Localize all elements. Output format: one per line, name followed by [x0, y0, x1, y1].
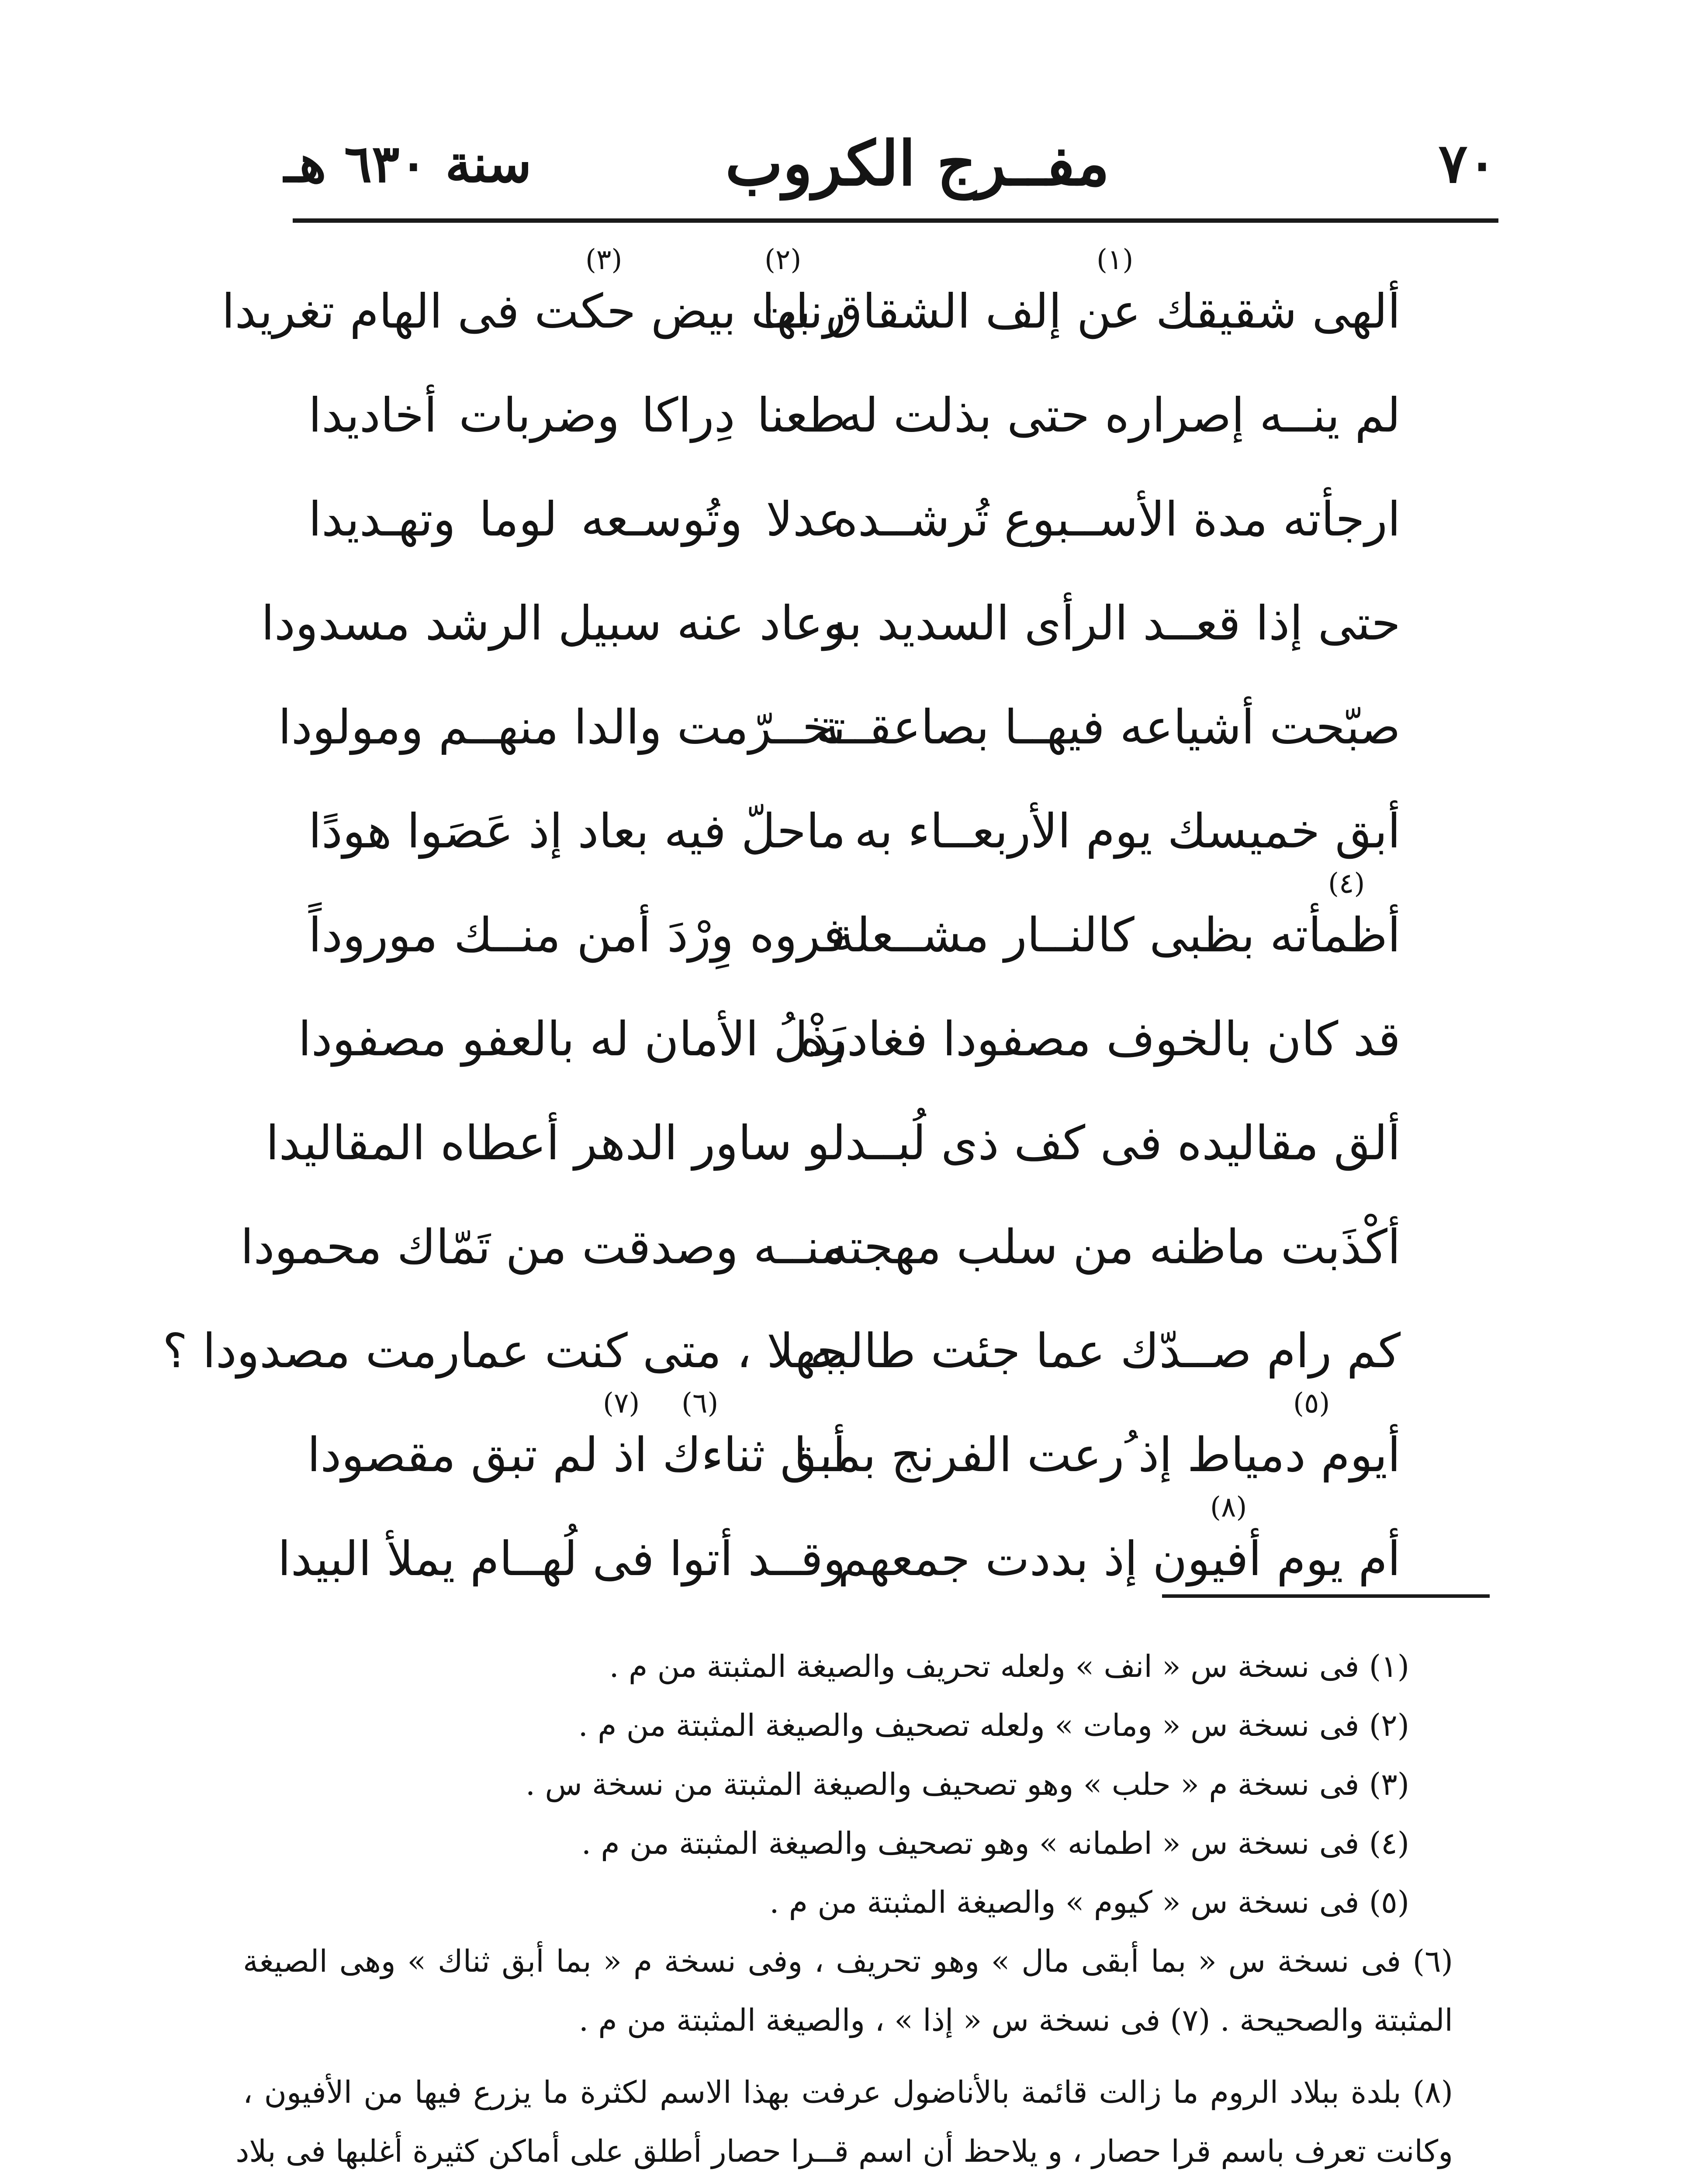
verse-row — [0, 1388, 1702, 1492]
verse-mark: (٤) — [1328, 867, 1365, 900]
verse-first-hemistich: ألهى شقيقك عن إلف الشقاق بها — [761, 284, 1401, 339]
footnote: المثبتة والصحيحة . (٧) فى نسخة س « إذا » ، والصيغة المثبتة من م . — [578, 2002, 1453, 2038]
verse-row — [0, 764, 1702, 868]
verse-second-hemistich: لو ساور الدهر أعطاه المقاليدا — [266, 1116, 846, 1171]
footnote: وكانت تعرف باسم قرا حصار ، و يلاحظ أن اسم قــرا حصار أطلق على أماكن كثيرة أغلبها فى بلاد — [235, 2133, 1453, 2169]
verse-first-hemistich: ألق مقاليده فى كف ذى لُبــد — [845, 1116, 1401, 1171]
verse-row — [0, 556, 1702, 660]
verse-row — [0, 1076, 1702, 1180]
verse-mark: (٢) — [765, 244, 802, 276]
verse-row — [0, 660, 1702, 764]
verse-second-hemistich: وقــد أتوا فى لُهــام يملأ البيدا — [277, 1532, 846, 1586]
verse-row — [0, 245, 1702, 349]
verse-mark: (٨) — [1210, 1491, 1247, 1524]
verse-first-hemistich: أبق خميسك يوم الأربعــاء به — [854, 804, 1401, 859]
verse-row — [0, 453, 1702, 556]
verse-second-hemistich: أبق ثناءك اذ لم تبق مقصودا — [307, 1428, 846, 1482]
verse-row — [0, 1180, 1702, 1284]
page-number: ٧٠ — [1438, 132, 1497, 195]
verse-first-hemistich: ارجأته مدة الأســبوع تُرشــده — [833, 492, 1401, 547]
verse-second-hemistich: ماحلّ فيه بعاد إذ عَصَوا هودًا — [308, 804, 846, 859]
footnote: (٤) فى نسخة س « اطمانه » وهو تصحيف والصيغة المثبتة من م . — [581, 1825, 1409, 1861]
footnotes — [0, 1616, 1702, 2184]
verse-first-hemistich: أكْذَبت ماظنه من سلب مهجته — [824, 1220, 1401, 1275]
footnote: (٥) فى نسخة س « كيوم » والصيغة المثبتة من م . — [769, 1884, 1409, 1920]
verse-row — [0, 349, 1702, 453]
verse-row — [0, 1492, 1702, 1596]
verse-mark: (٦) — [681, 1387, 719, 1420]
running-title: مفــرج الكروب — [725, 128, 1110, 200]
verse-first-hemistich: أيوم دمياط إذ ُرعت الفرنج بمــا — [793, 1428, 1401, 1482]
footnote: (٦) فى نسخة س « بما أبقى مال » وهو تحريف ، وفى نسخة م « بما أبق ثناك » وهى الصيغة — [243, 1943, 1453, 1979]
verse-mark: (٧) — [603, 1387, 640, 1420]
verse-second-hemistich: طعنا دِراكا وضربات أخاديدا — [308, 388, 846, 443]
poem — [0, 245, 1702, 1599]
verse-first-hemistich: صبّحت أشياعه فيهــا بصاعقــة — [816, 700, 1401, 755]
header-rule — [293, 218, 1498, 223]
running-year: سنة ٦٣٠ هـ — [284, 133, 532, 194]
verse-second-hemistich: فروه وِرْدَ أمن منــك موروداً — [308, 908, 846, 963]
verse-row — [0, 972, 1702, 1076]
verse-row — [0, 868, 1702, 972]
verse-second-hemistich: وعاد عنه سبيل الرشد مسدودا — [261, 596, 846, 651]
footnote: (٢) فى نسخة س « ومات » ولعله تصحيف والصيغة المثبتة من م . — [578, 1707, 1409, 1743]
verse-second-hemistich: رنات بيض حكت فى الهام تغريدا — [221, 284, 846, 339]
verse-mark: (١) — [1097, 244, 1134, 276]
verse-first-hemistich: أظمأته بظبى كالنــار مشــعلة — [830, 908, 1401, 963]
footnote-rule — [1162, 1594, 1490, 1598]
verse-first-hemistich: حتى إذا قعــد الرأى السديد به — [823, 596, 1401, 651]
verse-first-hemistich: كم رام صــدّك عما جئت طالبه — [809, 1324, 1401, 1379]
verse-first-hemistich: قد كان بالخوف مصفودا فغادره — [799, 1012, 1401, 1067]
verse-second-hemistich: جهلا ، متى كنت عمارمت مصدودا ؟ — [163, 1324, 846, 1379]
verse-second-hemistich: منــه وصدقت من تَمّاك محمودا — [240, 1220, 846, 1275]
verse-mark: (٣) — [585, 244, 623, 276]
footnote: (٣) فى نسخة م « حلب » وهو تصحيف والصيغة المثبتة من نسخة س . — [525, 1766, 1409, 1802]
verse-first-hemistich: لم ينــه إصراره حتى بذلت له — [838, 388, 1401, 443]
verse-second-hemistich: عدلا وتُوسـعه لوما وتهـديدا — [308, 492, 846, 547]
verse-mark: (٥) — [1293, 1387, 1330, 1420]
verse-second-hemistich: بَذْلُ الأمان له بالعفو مصفودا — [298, 1012, 846, 1067]
verse-second-hemistich: تخــرّمت والدا منهــم ومولودا — [278, 700, 846, 755]
footnote: (١) فى نسخة س « انف » ولعله تحريف والصيغة المثبتة من م . — [609, 1648, 1409, 1684]
verse-first-hemistich: أم يوم أفيون إذ بددت جمعهم — [837, 1532, 1401, 1586]
verse-row — [0, 1284, 1702, 1388]
footnote: (٨) بلدة ببلاد الروم ما زالت قائمة بالأناضول عرفت بهذا الاسم لكثرة ما يزرع فيها من الأفيون ، — [243, 2074, 1453, 2110]
